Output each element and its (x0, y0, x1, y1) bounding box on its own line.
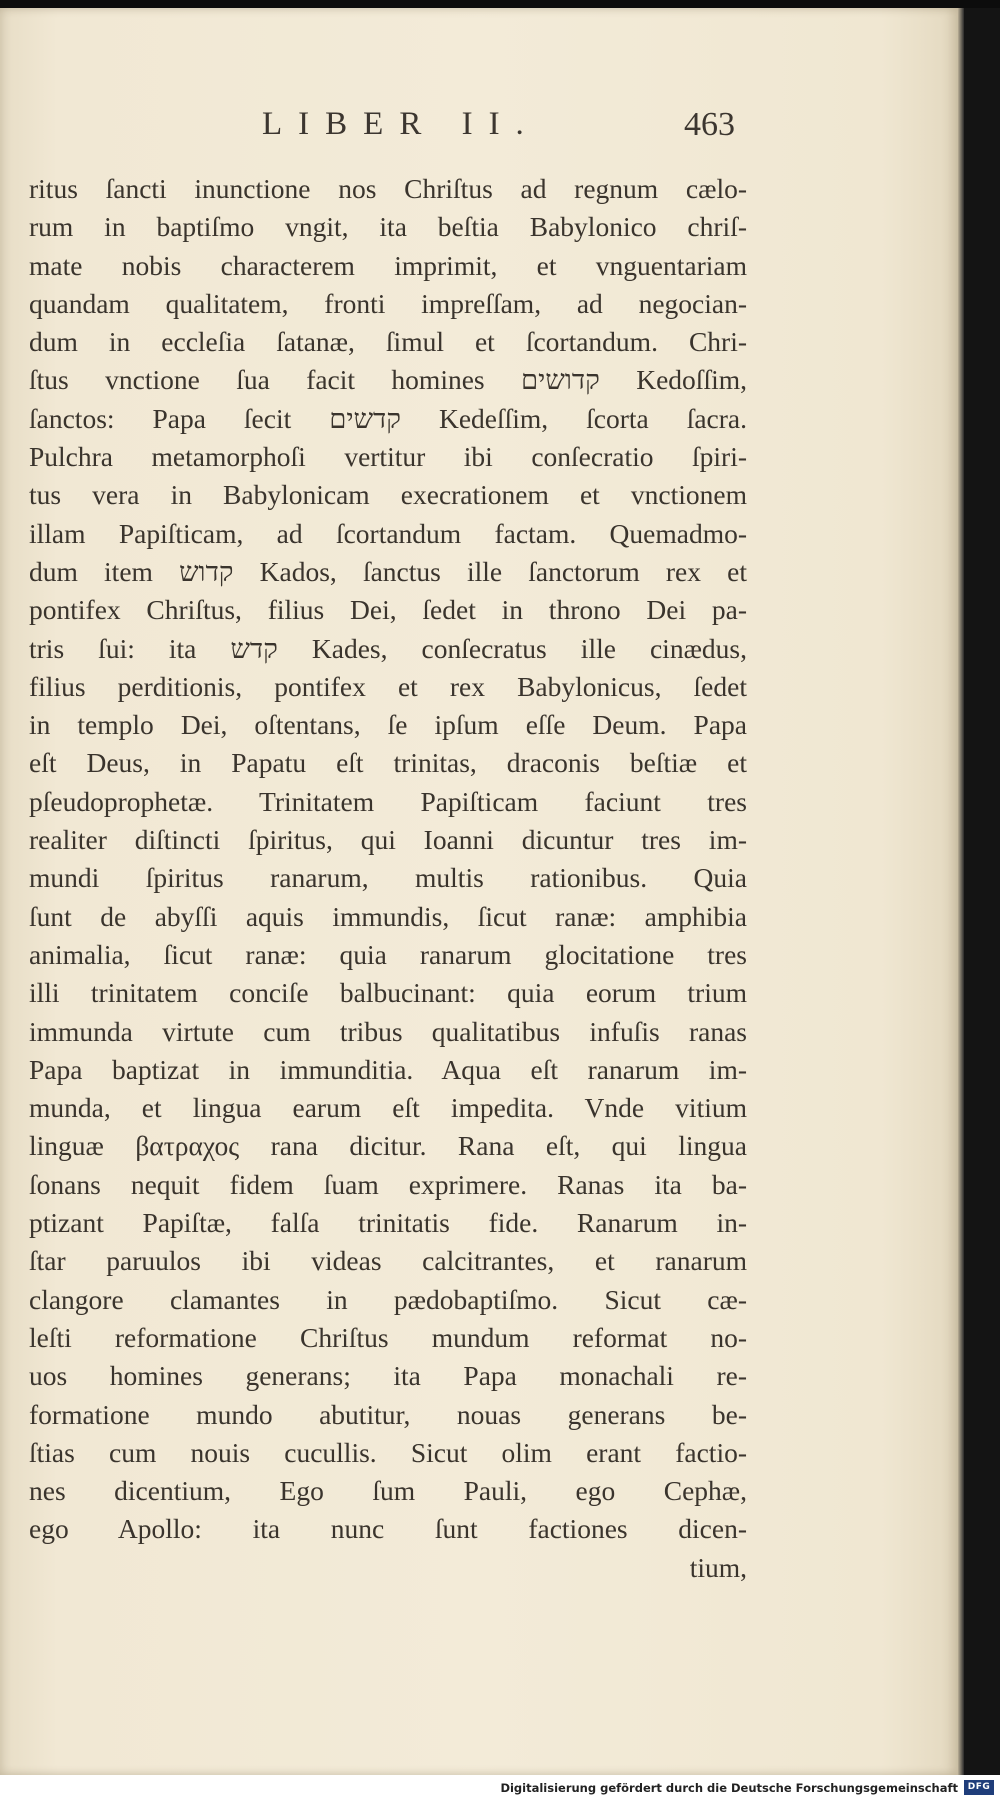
scan-frame-top (0, 0, 1000, 8)
book-page (0, 8, 958, 1775)
text-line: uos homines generans; ita Papa monachali re- (29, 1360, 747, 1392)
text-line: nes dicentium, Ego ſum Pauli, ego Cephæ, (29, 1475, 747, 1507)
text-line: filius perditionis, pontifex et rex Babylonicus, ſedet (29, 670, 747, 702)
text-line: rum in baptiſmo vngit, ita beſtia Babylonico chriſ- (29, 211, 747, 243)
text-line: dum item קדוש Kados, ſanctus ille ſanctorum rex et (29, 555, 747, 587)
text-line: animalia, ſicut ranæ: quia ranarum glocitatione tres (29, 938, 747, 970)
text-line: ſanctos: Papa ſecit קדשים Kedeſſim, ſcorta ſacra. (29, 402, 747, 434)
text-line: realiter diſtincti ſpiritus, qui Ioanni dicuntur tres im- (29, 824, 747, 856)
text-line: Pulchra metamorphoſi vertitur ibi conſecratio ſpiri- (29, 441, 747, 473)
body-text (29, 170, 747, 1587)
text-line: ſtus vnctione ſua facit homines קדושים Kedoſſim, (29, 364, 747, 396)
text-line: ſtar paruulos ibi videas calcitrantes, et ranarum (29, 1245, 747, 1277)
text-line: in templo Dei, oſtentans, ſe ipſum eſſe Deum. Papa (29, 709, 747, 741)
text-line: ptizant Papiſtæ, falſa trinitatis fide. Ranarum in- (29, 1207, 747, 1239)
running-title: LIBER II. (262, 106, 540, 142)
text-line: ſunt de abyſſi aquis immundis, ſicut ranæ: amphibia (29, 900, 747, 932)
text-line: mate nobis characterem imprimit, et vnguentariam (29, 249, 747, 281)
text-line: dum in eccleſia ſatanæ, ſimul et ſcortandum. Chri- (29, 326, 747, 358)
text-line: ego Apollo: ita nunc ſunt factiones dicen- (29, 1513, 747, 1545)
text-line: quandam qualitatem, fronti impreſſam, ad negocian- (29, 287, 747, 319)
text-line: tus vera in Babylonicam execrationem et vnctionem (29, 479, 747, 511)
text-line: formatione mundo abutitur, nouas generans be- (29, 1398, 747, 1430)
text-line: linguæ βατραχος rana dicitur. Rana eſt, qui lingua (29, 1130, 747, 1162)
text-line: pſeudoprophetæ. Trinitatem Papiſticam faciunt tres (29, 785, 747, 817)
text-line: Papa baptizat in immunditia. Aqua eſt ranarum im- (29, 1053, 747, 1085)
text-line: illi trinitatem conciſe balbucinant: quia eorum trium (29, 977, 747, 1009)
text-line: mundi ſpiritus ranarum, multis rationibus. Quia (29, 862, 747, 894)
text-line: ritus ſancti inunctione nos Chriſtus ad regnum cælo- (29, 173, 747, 204)
dfg-logo: DFG (964, 1780, 994, 1795)
running-head (0, 106, 958, 146)
footer-credit: Digitalisierung gefördert durch die Deutsche Forschungsgemeinschaft (500, 1781, 958, 1795)
text-line: munda, et lingua earum eſt impedita. Vnde vitium (29, 1092, 747, 1124)
text-line: illam Papiſticam, ad ſcortandum factam. Quemadmo- (29, 517, 747, 549)
text-line: clangore clamantes in pædobaptiſmo. Sicut cæ- (29, 1283, 747, 1315)
page-edge (958, 8, 964, 1775)
text-line: leſti reformatione Chriſtus mundum reformat no- (29, 1321, 747, 1353)
text-line: eſt Deus, in Papatu eſt trinitas, draconis beſtiæ et (29, 747, 747, 779)
text-line: tris ſui: ita קדש Kades, conſecratus ille cinædus, (29, 632, 747, 664)
footer-bar (0, 1775, 1000, 1803)
text-line: immunda virtute cum tribus qualitatibus infuſis ranas (29, 1015, 747, 1047)
text-line: ſtias cum nouis cucullis. Sicut olim erant factio- (29, 1436, 747, 1468)
text-line: pontifex Chriſtus, filius Dei, ſedet in throno Dei pa- (29, 594, 747, 626)
page-number: 463 (684, 106, 735, 143)
text-line: ſonans nequit fidem ſuam exprimere. Ranas ita ba- (29, 1168, 747, 1200)
text-line: tium, (689, 1551, 747, 1583)
